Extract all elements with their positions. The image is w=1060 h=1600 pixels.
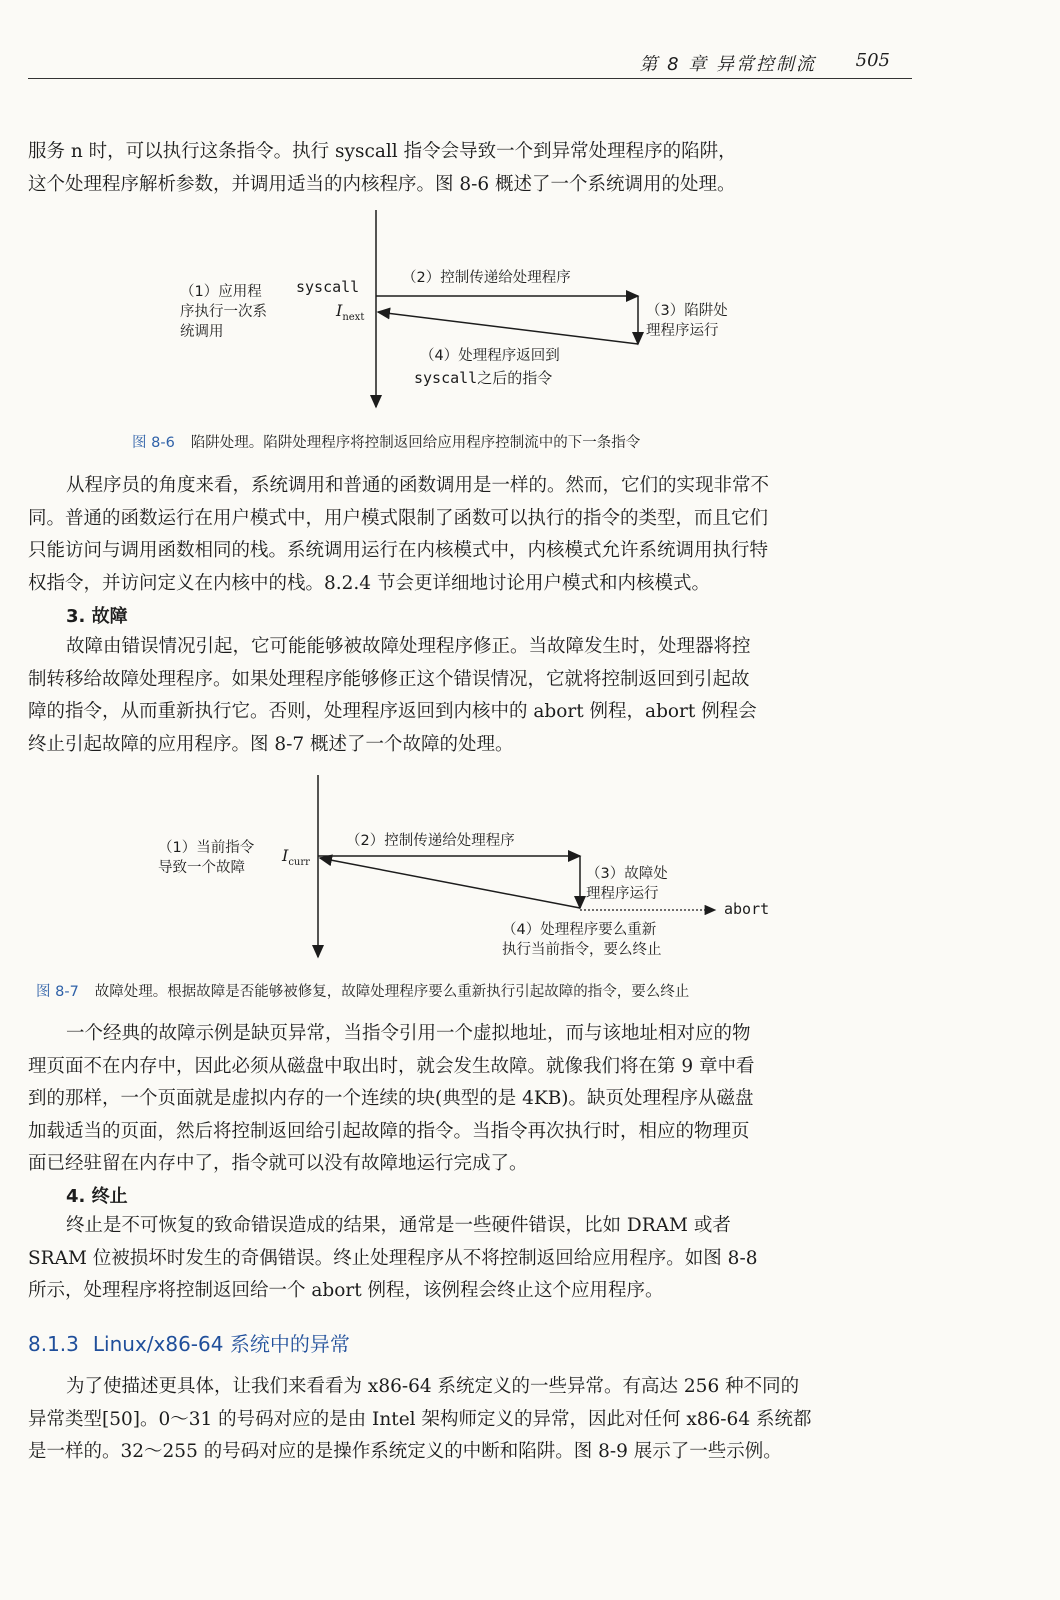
label-step4a: （4）处理程序返回到 [420,348,560,364]
text-line: 加载适当的页面，然后将控制返回给引起故障的指令。当指令再次执行时，相应的物理页 [28,1120,750,1142]
text-line: 制转移给故障处理程序。如果处理程序能够修正这个错误情况，它就将控制返回到引起故 [28,668,750,690]
text-line: 一个经典的故障示例是缺页异常，当指令引用一个虚拟地址，而与该地址相对应的物 [66,1023,751,1044]
label-step1: （1）应用程 序执行一次系 统调用 [180,284,267,340]
text-line: 面已经驻留在内存中了，指令就可以没有故障地运行完成了。 [28,1153,528,1174]
text-line: 权指令，并访问定义在内核中的栈。8.2.4 节会更详细地讨论用户模式和内核模式。 [28,572,710,594]
paragraph-syscall-intro [28,136,912,201]
text-line: 终止是不可恢复的致命错误造成的结果，通常是一些硬件错误，比如 DRAM 或者 [66,1215,731,1236]
figure-8-7-caption [36,980,689,1001]
text-line: 为了使描述更具体，让我们来看看为 x86-64 系统定义的一些异常。有高达 256 种不同的 [66,1376,800,1397]
label-step4: （4）处理程序要么重新 执行当前指令，要么终止 [502,922,662,958]
label-abort: abort [724,900,770,918]
text-line: 服务 n 时，可以执行这条指令。执行 syscall 指令会导致一个到异常处理程序的陷阱， [28,141,737,162]
paragraph-x86-exceptions [28,1371,912,1469]
handler-return-arrow [320,858,580,908]
text-line: 终止引起故障的应用程序。图 8-7 概述了一个故障的处理。 [28,733,514,755]
text-line: 异常类型[50]。0～31 的号码对应的是由 Intel 架构师定义的异常，因此对任何 x86-64 系统都 [28,1408,812,1430]
figure-number: 图 8-7 [36,984,79,1000]
label-step3: （3）故障处 理程序运行 [586,866,668,902]
text-line: 这个处理程序解析参数，并调用适当的内核程序。图 8-6 概述了一个系统调用的处理。 [28,173,736,195]
label-step4b: syscall之后的指令 [414,369,553,387]
label-step2: （2）控制传递给处理程序 [402,270,571,286]
label-inext: $I_{next}$ [336,301,365,324]
label-step1: （1）当前指令 导致一个故障 [158,840,255,876]
label-syscall: syscall [296,278,360,296]
paragraph-page-fault [28,1018,912,1181]
page-number: 505 [855,50,890,71]
figure-8-6-trap-diagram [150,205,790,420]
section-heading [28,1328,350,1357]
label-icurr: $I_{curr}$ [282,846,310,869]
text-line: 只能访问与调用函数相同的栈。系统调用运行在内核模式中，内核模式允许系统调用执行特 [28,540,769,561]
text-line: 到的那样，一个页面就是虚拟内存的一个连续的块(典型的是 4KB)。缺页处理程序从磁盘 [28,1088,754,1109]
subheading-abort: 4. 终止 [66,1186,128,1207]
text-line: 是一样的。32～255 的号码对应的是操作系统定义的中断和陷阱。图 8-9 展示了一些示例。 [28,1441,782,1462]
handler-return-arrow [378,312,638,344]
text-line: SRAM 位被损坏时发生的奇偶错误。终止处理程序从不将控制返回给应用程序。如图 8-8 [28,1247,758,1269]
paragraph-syscall-vs-function [28,470,912,600]
subheading-fault: 3. 故障 [66,606,128,627]
caption-text: 故障处理。根据故障是否能够被修复，故障处理程序要么重新执行引起故障的指令，要么终止 [94,984,690,1000]
text-line: 从程序员的角度来看，系统调用和普通的函数调用是一样的。然而，它们的实现非常不 [66,475,770,496]
figure-8-7-fault-diagram [150,770,810,970]
label-step2: （2）控制传递给处理程序 [346,833,515,849]
text-line: 同。普通的函数运行在用户模式中，用户模式限制了函数可以执行的指令的类型，而且它们 [28,507,769,529]
figure-number: 图 8-6 [132,435,175,451]
section-title: Linux/x86-64 系统中的异常 [92,1332,350,1356]
label-step3: （3）陷阱处 理程序运行 [646,303,728,339]
chapter-title: 第 8 章 异常控制流 [639,54,816,75]
paragraph-abort [28,1210,912,1308]
paragraph-fault [28,631,912,761]
section-number: 8.1.3 [28,1332,79,1356]
page-header [28,48,912,79]
text-line: 理页面不在内存中，因此必须从磁盘中取出时，就会发生故障。就像我们将在第 9 章中看 [28,1055,755,1077]
text-line: 故障由错误情况引起，它可能能够被故障处理程序修正。当故障发生时，处理器将控 [66,636,751,657]
caption-text: 陷阱处理。陷阱处理程序将控制返回给应用程序控制流中的下一条指令 [190,435,641,451]
figure-8-6-caption [132,431,640,452]
text-line: 所示，处理程序将控制返回给一个 abort 例程，该例程会终止这个应用程序。 [28,1280,664,1301]
text-line: 障的指令，从而重新执行它。否则，处理程序返回到内核中的 abort 例程，abort 例程会 [28,701,757,722]
